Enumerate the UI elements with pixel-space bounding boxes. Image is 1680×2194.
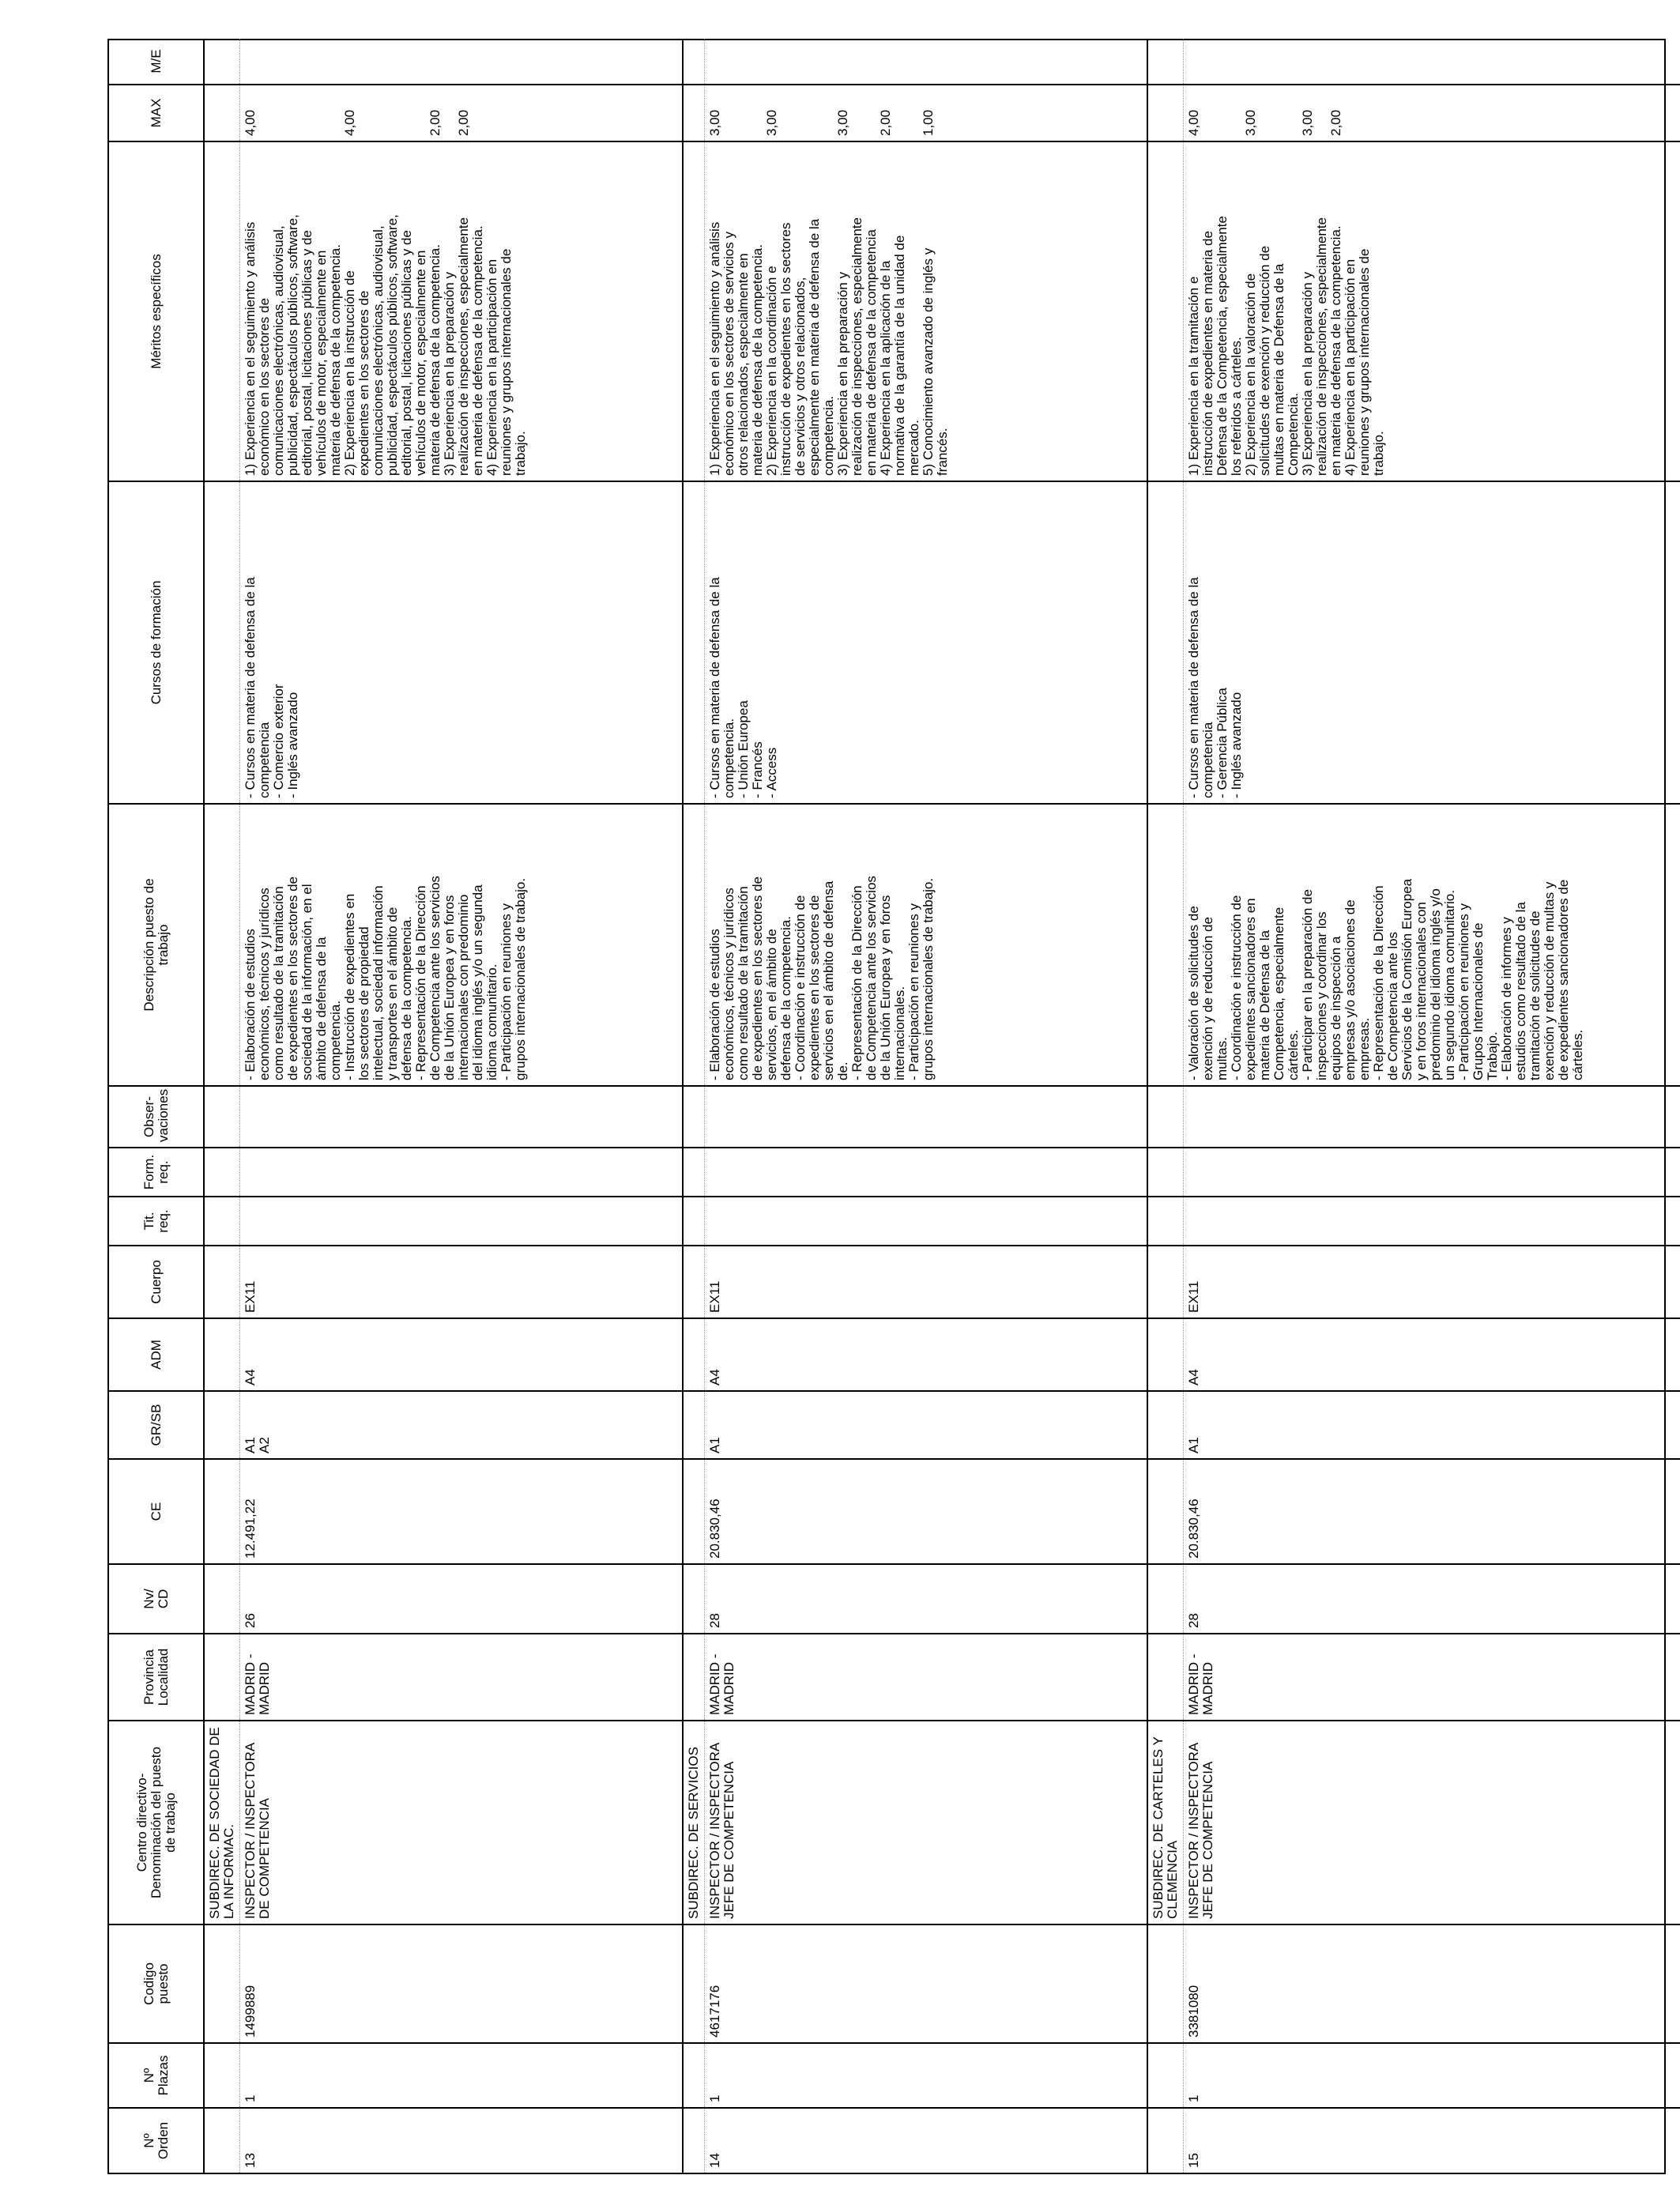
cell-tit — [1183, 1197, 1680, 1246]
cell-provincia: MADRID - MADRID — [240, 1634, 683, 1721]
cell-tit — [240, 1197, 683, 1246]
max-value: 3,00 — [764, 109, 779, 136]
group-cell — [1147, 481, 1184, 804]
max-value: 2,00 — [456, 109, 471, 136]
cell-max — [240, 85, 683, 141]
group-cell — [204, 1634, 240, 1721]
group-label: SUBDIREC. DE SOCIEDAD DE LA INFORMAC. — [204, 1721, 240, 1924]
header-meritos: Méritos específicos — [109, 141, 204, 481]
cell-cuerpo: EX11 — [240, 1246, 683, 1318]
cell-descripcion: - Valoración de solicitudes de exención y de reducción de multas. - Coordinación e instrucción de expedientes sancionadores en materia de Defensa de la Competencia, especialmente cárteles. - Participar en la preparación de inspecciones y coordinar los equipos de inspección a empresas y/o asociaciones de empresas. - Representación de la Dirección de Competencia ante los Servicios de la Comisión Europea y en foros internacionales con predominio del idioma inglés y/o un segundo idioma comunitario. - Participación en reuniones y Grupos Internacionales de Trabajo. - Elaboración de informes y estudios como resultado de la tramitación de solicitudes de exención y reducción de multas y de expedientes sancionadores de cárteles. — [1183, 804, 1680, 1086]
group-cell — [1147, 2108, 1184, 2173]
group-cell — [204, 1246, 240, 1318]
cell-codigo: 3381080 — [1183, 1924, 1680, 2043]
group-cell — [1147, 39, 1184, 85]
table-row — [1183, 39, 1680, 2173]
header-provincia: Provincia Localidad — [109, 1634, 204, 1721]
max-value: 3,00 — [1299, 109, 1315, 136]
group-cell — [204, 1391, 240, 1459]
cell-max — [1183, 85, 1680, 141]
max-value: 1,00 — [921, 109, 936, 136]
group-cell — [683, 481, 705, 804]
cell-max — [705, 85, 1147, 141]
header-tit: Tit. req. — [109, 1197, 204, 1246]
table-row — [705, 39, 1147, 2173]
group-cell — [204, 2043, 240, 2108]
cell-ce: 12.491,22 — [240, 1459, 683, 1564]
group-cell — [1147, 1148, 1184, 1197]
cell-cursos: - Cursos en materia de defensa de la competencia - Gerencia Pública - Inglés avanzado — [1183, 481, 1680, 804]
cell-ce: 20.830,46 — [1183, 1459, 1680, 1564]
header-form: Form. req. — [109, 1148, 204, 1197]
group-cell — [1147, 1564, 1184, 1634]
group-row — [683, 39, 705, 2173]
cell-denominacion: INSPECTOR / INSPECTORA JEFE DE COMPETENCIA — [1183, 1721, 1680, 1924]
group-cell — [683, 39, 705, 85]
header-centro: Centro directivo- Denominación del puesto de trabajo — [109, 1721, 204, 1924]
group-cell — [204, 804, 240, 1086]
group-cell — [1147, 804, 1184, 1086]
header-adm: ADM — [109, 1318, 204, 1391]
group-cell — [204, 1148, 240, 1197]
header-nivel: Nv/ CD — [109, 1564, 204, 1634]
cell-form — [240, 1148, 683, 1197]
cell-obs — [240, 1086, 683, 1148]
group-cell — [683, 1459, 705, 1564]
cell-denominacion: INSPECTOR / INSPECTORA DE COMPETENCIA — [240, 1721, 683, 1924]
group-cell — [1147, 1246, 1184, 1318]
cell-plazas: 1 — [705, 2043, 1147, 2108]
cell-me — [705, 39, 1147, 85]
group-cell — [683, 2043, 705, 2108]
max-value: 3,00 — [707, 109, 722, 136]
header-obs: Obser- vaciones — [109, 1086, 204, 1148]
cell-obs — [705, 1086, 1147, 1148]
cell-obs — [1183, 1086, 1680, 1148]
header-me: M/E — [109, 39, 204, 85]
group-cell — [1147, 1318, 1184, 1391]
cell-meritos: 1) Experiencia en el seguimiento y análisis económico en los sectores de comunicaciones electrónicas, audiovisual, publicidad, espectáculos públicos, software, editorial, postal, licitaciones públicas y de vehículos de motor, especialmente en materia de defensa de la competencia. 2) Experiencia en la instrucción de expedientes en los sectores de comunicaciones electrónicas, audiovisual, publicidad, espectáculos públicos, software, editorial, postal, licitaciones públicas y de vehículos de motor, especialmente en materia de defensa de la competencia. 3) Experiencia en la preparación y realización de inspecciones, especialmente en materia de defensa de la competencia. 4) Experiencia en la participación en reuniones y grupos internacionales de trabajo. — [240, 141, 683, 481]
cell-orden: 13 — [240, 2108, 683, 2173]
job-positions-table — [109, 39, 1680, 2173]
group-cell — [1147, 1197, 1184, 1246]
table-body — [204, 39, 1680, 2173]
cell-adm: A4 — [1183, 1318, 1680, 1391]
cell-form — [1183, 1148, 1680, 1197]
header-plazas: Nº Plazas — [109, 2043, 204, 2108]
max-value: 4,00 — [342, 109, 357, 136]
group-row — [204, 39, 240, 2173]
group-cell — [1147, 85, 1184, 141]
group-row — [1147, 39, 1184, 2173]
cell-nivel: 28 — [1183, 1564, 1680, 1634]
group-cell — [1147, 1459, 1184, 1564]
group-cell — [204, 2108, 240, 2173]
max-value: 4,00 — [1185, 109, 1201, 136]
max-value: 2,00 — [1328, 109, 1343, 136]
group-cell — [683, 1197, 705, 1246]
cell-tit — [705, 1197, 1147, 1246]
group-cell — [683, 1318, 705, 1391]
table-row — [240, 39, 683, 2173]
group-cell — [1147, 1924, 1184, 2043]
group-cell — [683, 1246, 705, 1318]
header-cuerpo: Cuerpo — [109, 1246, 204, 1318]
header-cursos: Cursos de formación — [109, 481, 204, 804]
cell-me — [240, 39, 683, 85]
group-cell — [683, 1148, 705, 1197]
group-cell — [683, 2108, 705, 2173]
header-ce: CE — [109, 1459, 204, 1564]
group-label: SUBDIREC. DE CARTELES Y CLEMENCIA — [1147, 1721, 1184, 1924]
group-cell — [683, 1391, 705, 1459]
group-cell — [204, 85, 240, 141]
group-cell — [204, 1086, 240, 1148]
group-cell — [683, 1086, 705, 1148]
cell-plazas: 1 — [240, 2043, 683, 2108]
header-descripcion: Descripción puesto de trabajo — [109, 804, 204, 1086]
group-cell — [1147, 1634, 1184, 1721]
group-cell — [1147, 1391, 1184, 1459]
group-cell — [1147, 141, 1184, 481]
header-codigo: Codigo puesto — [109, 1924, 204, 2043]
group-cell — [204, 1924, 240, 2043]
cell-cursos: - Cursos en materia de defensa de la competencia. - Unión Europea - Francés - Access — [705, 481, 1147, 804]
group-cell — [204, 141, 240, 481]
cell-nivel: 26 — [240, 1564, 683, 1634]
group-cell — [204, 39, 240, 85]
cell-meritos: 1) Experiencia en la tramitación e instrucción de expedientes en materia de Defensa de la Competencia, especialmente los referidos a cárteles. 2) Experiencia en la valoración de solicitudes de exención y reducción de multas en materia de Defensa de la Competencia. 3) Experiencia en la preparación y realización de inspecciones, especialmente en materia de defensa de la competencia. 4) Experiencia en la participación en reuniones y grupos internacionales de trabajo. — [1183, 141, 1680, 481]
cell-cuerpo: EX11 — [705, 1246, 1147, 1318]
group-cell — [204, 1197, 240, 1246]
cell-nivel: 28 — [705, 1564, 1147, 1634]
cell-denominacion: INSPECTOR / INSPECTORA JEFE DE COMPETENCIA — [705, 1721, 1147, 1924]
cell-me — [1183, 39, 1680, 85]
cell-cuerpo: EX11 — [1183, 1246, 1680, 1318]
group-cell — [204, 481, 240, 804]
cell-adm: A4 — [705, 1318, 1147, 1391]
cell-provincia: MADRID - MADRID — [1183, 1634, 1680, 1721]
header-orden: Nº Orden — [109, 2108, 204, 2173]
cell-grsb: A1 A2 — [240, 1391, 683, 1459]
cell-provincia: MADRID - MADRID — [705, 1634, 1147, 1721]
cell-orden: 15 — [1183, 2108, 1680, 2173]
cell-descripcion: - Elaboración de estudios económicos, técnicos y jurídicos como resultado de la tramitación de expedientes en los sectores de servicios, en el ámbito de defensa de la competencia. - Coordinación e instrucción de expedientes en los sectores de servicios en el ámbito de defensa de. - Representación de la Dirección de Competencia ante los servicios de la Unión Europea y en foros internacionales. - Participación en reuniones y grupos internacionales de trabajo. — [705, 804, 1147, 1086]
header-grsb: GR/SB — [109, 1391, 204, 1459]
cell-codigo: 4617176 — [705, 1924, 1147, 2043]
group-cell — [204, 1459, 240, 1564]
cell-meritos: 1) Experiencia en el seguimiento y análisis económico en los sectores de servicios y otros relacionados, especialmente en materia de defensa de la competencia. 2) Experiencia en la coordinación e instrucción de expedientes en los sectores de servicios y otros relacionados, especialmente en materia de defensa de la competencia. 3) Experiencia en la preparación y realización de inspecciones, especialmente en materia de defensa de la competencia 4) Experiencia en la aplicación de la normativa de la garantía de la unidad de mercado. 5) Conocimiento avanzado de inglés y francés. — [705, 141, 1147, 481]
cell-grsb: A1 — [1183, 1391, 1680, 1459]
group-cell — [204, 1564, 240, 1634]
cell-form — [705, 1148, 1147, 1197]
cell-ce: 20.830,46 — [705, 1459, 1147, 1564]
group-cell — [683, 804, 705, 1086]
cell-cursos: - Cursos en materia de defensa de la competencia - Comercio exterior - Inglés avanzado — [240, 481, 683, 804]
cell-adm: A4 — [240, 1318, 683, 1391]
cell-descripcion: - Elaboración de estudios económicos, técnicos y jurídicos como resultado de la tramitación de expedientes en los sectores de sociedad de la información, en el ámbito de defensa de la competencia. - Instrucción de expedientes en los sectores de propiedad intelectual, sociedad información y transportes en el ámbito de defensa de la competencia. - Representación de la Dirección de Competencia ante los servicios de la Unión Europea y en foros internacionales con predominio del idioma inglés y/o un segunda idioma comunitario. - Participación en reuniones y grupos internacionales de trabajo. — [240, 804, 683, 1086]
group-cell — [204, 1318, 240, 1391]
group-label: SUBDIREC. DE SERVICIOS — [683, 1721, 705, 1924]
group-cell — [683, 141, 705, 481]
group-cell — [1147, 1086, 1184, 1148]
max-value: 3,00 — [835, 109, 850, 136]
cell-plazas: 1 — [1183, 2043, 1680, 2108]
max-value: 2,00 — [428, 109, 443, 136]
max-value: 2,00 — [878, 109, 893, 136]
group-cell — [683, 1924, 705, 2043]
cell-grsb: A1 — [705, 1391, 1147, 1459]
cell-orden: 14 — [705, 2108, 1147, 2173]
group-cell — [683, 1564, 705, 1634]
group-cell — [683, 85, 705, 141]
max-value: 4,00 — [243, 109, 258, 136]
max-value: 3,00 — [1242, 109, 1258, 136]
cell-codigo: 1499889 — [240, 1924, 683, 2043]
header-max: MAX — [109, 85, 204, 141]
header-row — [109, 39, 204, 2173]
group-cell — [683, 1634, 705, 1721]
group-cell — [1147, 2043, 1184, 2108]
